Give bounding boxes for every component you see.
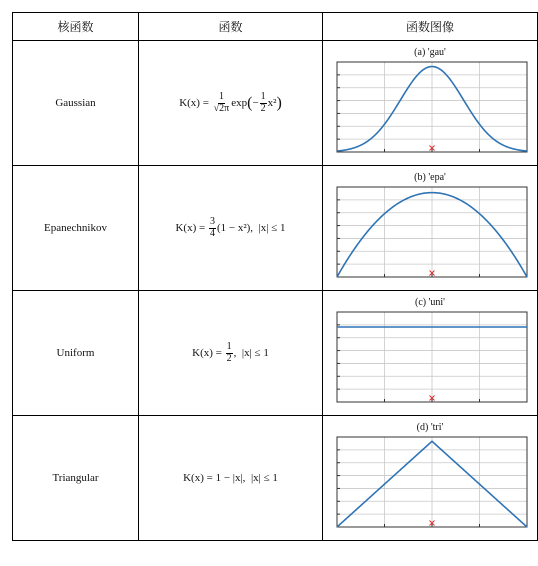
plot-title: (b) 'epa' (414, 172, 446, 183)
plot-cell (323, 166, 538, 291)
formula-gaussian: K(x) = $\frac{1}{√2\pi}$ exp(− $\frac{1}{2}$ x²) (179, 91, 282, 114)
kernel-formula (139, 416, 323, 541)
kernel-formula (139, 291, 323, 416)
formula-lhs: K(x) = (192, 346, 222, 359)
fraction (226, 342, 233, 364)
header-kernel: 核函数 (13, 13, 139, 41)
formula-condition: |x| ≤ 1 (250, 472, 278, 484)
kernel-table (12, 12, 538, 541)
formula-lhs: K(x) = 1 − |x|, (183, 472, 246, 484)
header-row (13, 13, 538, 41)
kernel-name: Gaussian (13, 41, 139, 166)
formula-epanechnikov (175, 216, 286, 239)
kernel-formula (139, 41, 323, 166)
formula-lhs: K(x) = (179, 96, 209, 109)
kernel-plot-tri (336, 436, 528, 528)
formula-body: (1 − x²), (216, 221, 254, 234)
fraction (213, 92, 231, 114)
table-row-gaussian (13, 41, 538, 166)
frac-num: 3 (209, 216, 215, 227)
kernel-formula (139, 166, 323, 291)
kernel-name: Epanechnikov (13, 166, 139, 291)
plot-cell (323, 416, 538, 541)
exp-label: exp (231, 96, 248, 109)
kernel-plot-epa (336, 186, 528, 278)
formula-triangular (183, 472, 278, 484)
table-row-epanechnikov (13, 166, 538, 291)
plot-title: (a) 'gau' (414, 47, 446, 58)
formula-tail: x² (267, 96, 277, 109)
kernel-plot-uni (336, 311, 528, 403)
frac-den: √2π (213, 102, 230, 114)
kernel-plot-gau (336, 61, 528, 153)
formula-lhs: K(x) = (175, 221, 206, 234)
table-row-triangular (13, 416, 538, 541)
frac-den: 2 (226, 352, 232, 364)
plot-cell (323, 291, 538, 416)
plot-cell (323, 41, 538, 166)
formula-comma: , (233, 346, 237, 359)
frac-num: 1 (218, 91, 224, 102)
formula-condition: |x| ≤ 1 (258, 221, 286, 234)
fraction (260, 92, 267, 114)
frac-den: 2 (260, 102, 266, 114)
plot-title: (c) 'uni' (415, 297, 445, 308)
header-function: 函数 (139, 13, 323, 41)
frac-den: 4 (209, 227, 215, 239)
fraction (209, 217, 216, 239)
frac-num: 1 (226, 341, 232, 352)
plot-title: (d) 'tri' (416, 422, 444, 433)
formula-condition: |x| ≤ 1 (241, 346, 269, 359)
kernel-name: Uniform (13, 291, 139, 416)
header-plot: 函数图像 (323, 13, 538, 41)
formula-uniform (192, 341, 269, 364)
table-row-uniform (13, 291, 538, 416)
kernel-name: Triangular (13, 416, 139, 541)
frac-num: 1 (260, 91, 266, 102)
